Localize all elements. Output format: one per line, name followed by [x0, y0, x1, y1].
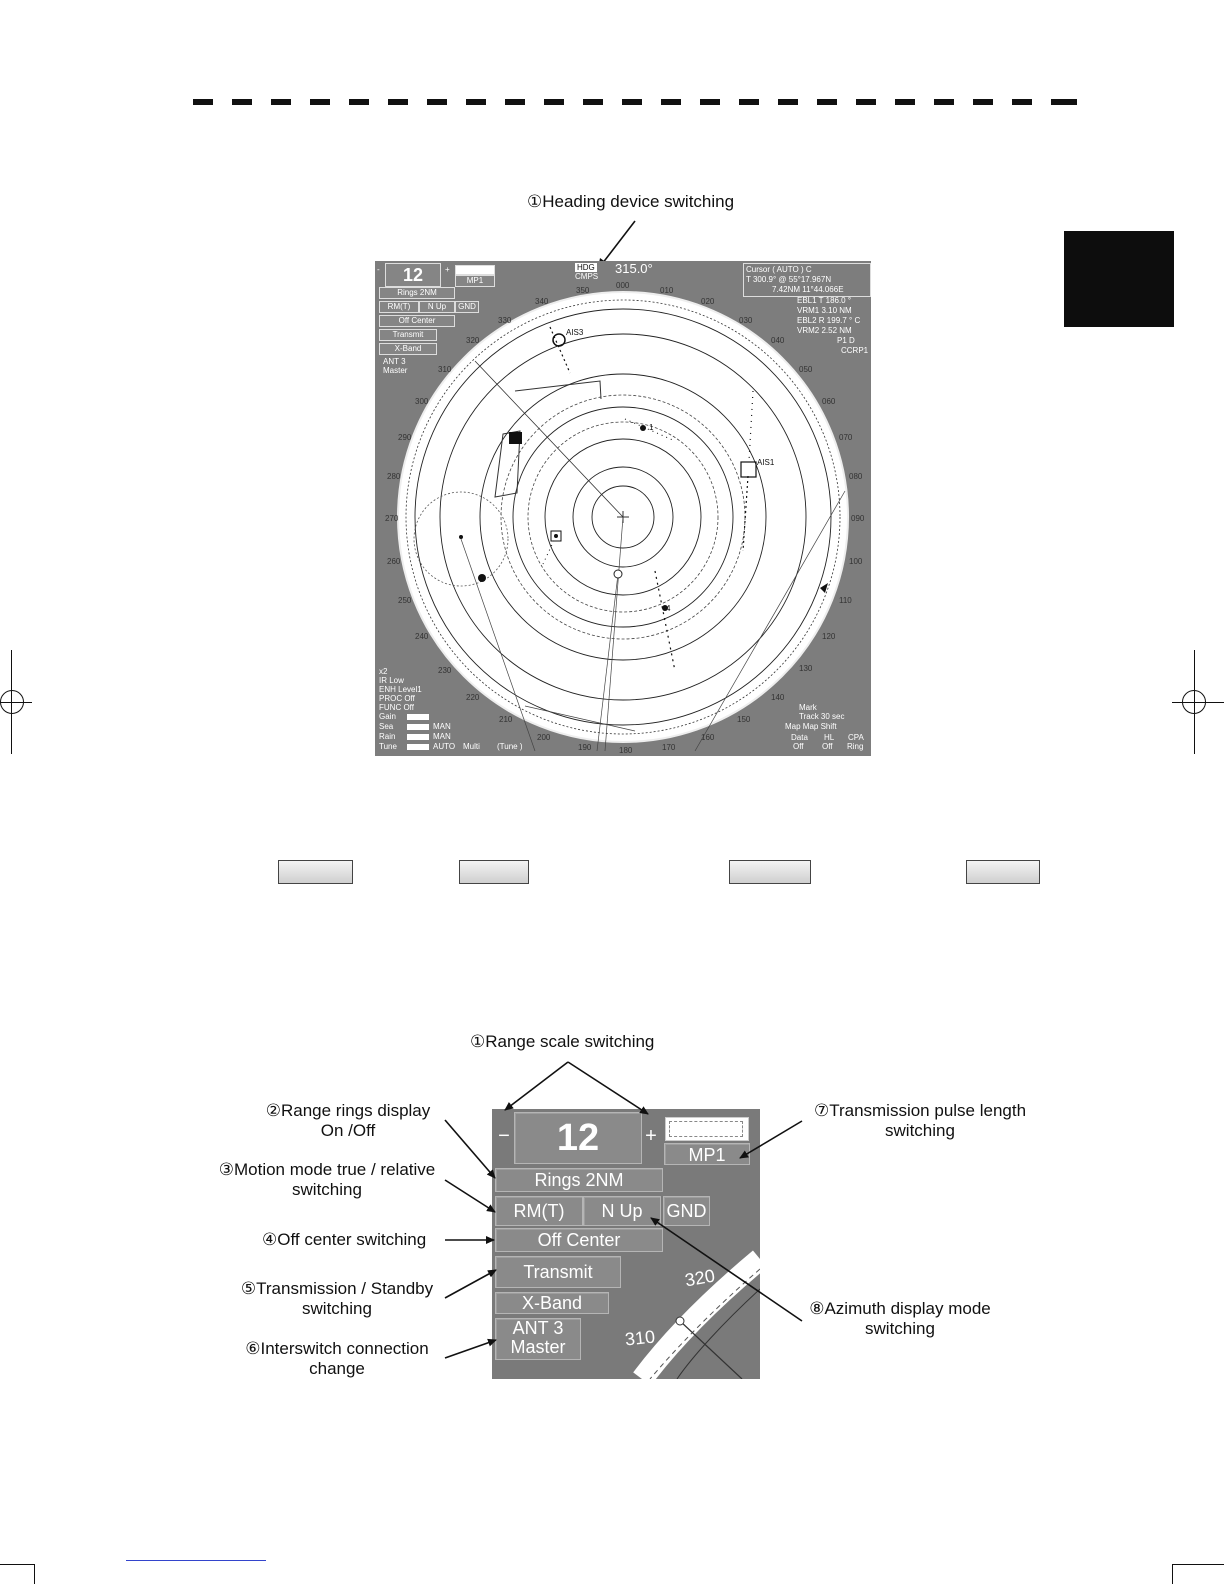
cpa-button[interactable]: CPA	[848, 733, 864, 742]
caption-transmission: switching	[302, 1299, 372, 1318]
target-label: 4	[666, 604, 671, 613]
func-label[interactable]: FUNC Off	[379, 703, 414, 712]
bearing-label: 320	[466, 336, 480, 345]
bearing-label: 310	[623, 1326, 656, 1350]
bearing-label: 130	[799, 664, 813, 673]
bearing-label: 120	[822, 632, 836, 641]
gain-slider[interactable]	[407, 714, 429, 720]
caption-interswitch: ⑥Interswitch connection	[245, 1339, 429, 1358]
target-label: AIS3	[566, 328, 584, 337]
caption-azimuth-mode: ⑧Azimuth display mode	[809, 1299, 991, 1318]
tune-indicator: (Tune )	[497, 742, 523, 751]
pulse-length-button[interactable]: MP1	[664, 1143, 750, 1165]
bearing-label: 030	[739, 316, 753, 325]
off-center-button[interactable]: Off Center	[379, 315, 455, 327]
band-label: X-Band	[379, 343, 437, 355]
tune-mode[interactable]: AUTO	[433, 742, 456, 751]
caption-off-center: ④Off center switching	[262, 1230, 427, 1249]
bearing-label: 150	[737, 715, 751, 724]
caption-pulse-length: switching	[885, 1121, 955, 1140]
bearing-label: 330	[498, 316, 512, 325]
caption-range-scale: ①Range scale switching	[470, 1032, 655, 1051]
range-rings-button[interactable]: Rings 2NM	[379, 287, 455, 299]
bearing-label: 210	[499, 715, 513, 724]
track-button[interactable]: Track 30 sec	[799, 712, 845, 721]
azimuth-mode-button[interactable]: N Up	[583, 1196, 661, 1226]
bearing-label: 010	[660, 286, 674, 295]
caption-interswitch: change	[309, 1359, 365, 1378]
bearing-label: 240	[415, 632, 429, 641]
bearing-label: 340	[535, 297, 549, 306]
range-value[interactable]: 12	[514, 1112, 642, 1164]
bearing-label: 140	[771, 693, 785, 702]
bearing-label: 050	[799, 365, 813, 374]
cursor-line: T 300.9° @ 55°17.967N	[746, 275, 832, 284]
gnd-button[interactable]: GND	[663, 1196, 710, 1226]
key-button	[966, 860, 1040, 884]
range-minus-button[interactable]: -	[377, 265, 380, 274]
vrm1-readout[interactable]: VRM1 3.10 NM	[797, 306, 852, 315]
key-button	[459, 860, 529, 884]
sea-label: Sea	[379, 722, 394, 731]
data-button[interactable]: Data	[791, 733, 808, 742]
cursor-line: Cursor ( AUTO ) C	[746, 265, 812, 274]
bearing-label: 270	[385, 514, 399, 523]
radar-ppi	[375, 261, 871, 756]
bearing-label: 220	[466, 693, 480, 702]
key-button	[278, 860, 353, 884]
bearing-label: 260	[387, 557, 401, 566]
off-center-button[interactable]: Off Center	[495, 1228, 663, 1252]
bearing-label: 190	[578, 743, 592, 752]
x2-label[interactable]: x2	[379, 667, 388, 676]
heading-device-button[interactable]: CMPS	[575, 272, 599, 281]
transmit-button[interactable]: Transmit	[379, 329, 437, 341]
caption-transmission: ⑤Transmission / Standby	[240, 1279, 434, 1298]
hdg-label: HDG	[577, 263, 595, 272]
sea-slider[interactable]	[407, 724, 429, 730]
ant-role[interactable]: Master	[383, 366, 408, 375]
ebl2-readout[interactable]: EBL2 R 199.7 ° C	[797, 316, 861, 325]
bearing-label: 020	[701, 297, 715, 306]
data-value[interactable]: Off	[793, 742, 804, 751]
interswitch-button[interactable]	[495, 1318, 581, 1360]
p1-readout: P1 D	[837, 336, 855, 345]
band-label: X-Band	[495, 1292, 609, 1314]
tune-slider[interactable]	[407, 744, 429, 750]
caption-range-rings: ②Range rings display	[265, 1101, 431, 1120]
caption-range-rings: On /Off	[320, 1121, 376, 1140]
caption-azimuth-mode: switching	[865, 1319, 935, 1338]
bearing-label: 180	[619, 746, 633, 755]
pulse-bar	[455, 265, 495, 275]
gnd-button[interactable]: GND	[455, 301, 479, 313]
key-button	[729, 860, 811, 884]
radar-screen	[375, 261, 871, 756]
bearing-label: 310	[438, 365, 452, 374]
azimuth-mode-button[interactable]: N Up	[419, 301, 455, 313]
chapter-tab	[1064, 231, 1174, 327]
range-plus-button[interactable]: +	[445, 265, 450, 274]
bearing-label: 170	[662, 743, 676, 752]
range-value[interactable]: 12	[385, 263, 441, 287]
map-buttons[interactable]: Map Map Shift	[785, 722, 837, 731]
ant-role: Master	[510, 1337, 566, 1357]
caption-motion-mode: switching	[292, 1180, 362, 1199]
ccrp-readout[interactable]: CCRP1	[841, 346, 869, 355]
bearing-label: 280	[387, 472, 401, 481]
cpa-value[interactable]: Ring	[847, 742, 864, 751]
cursor-line: 7.42NM 11°44.066E	[772, 285, 844, 294]
bearing-label: 160	[701, 733, 715, 742]
bearing-label: 060	[822, 397, 836, 406]
multi-button[interactable]: Multi	[463, 742, 480, 751]
bearing-label: 080	[849, 472, 863, 481]
bearing-label: 300	[415, 397, 429, 406]
pulse-length-button[interactable]: MP1	[455, 275, 495, 287]
range-plus-button[interactable]: +	[645, 1125, 657, 1147]
bearing-label: 350	[576, 286, 590, 295]
enh-label[interactable]: ENH Level1	[379, 685, 422, 694]
bearing-label: 100	[849, 557, 863, 566]
bearing-label: 110	[839, 596, 852, 605]
bearing-label: 000	[616, 281, 630, 290]
rain-label: Rain	[379, 732, 396, 741]
mark-button[interactable]: Mark	[799, 703, 817, 712]
gain-label: Gain	[379, 712, 396, 721]
ant-label: ANT 3	[512, 1318, 564, 1338]
motion-mode-button[interactable]: RM(T)	[495, 1196, 583, 1226]
caption-pulse-length: ⑦Transmission pulse length	[813, 1101, 1027, 1120]
bearing-label: 250	[398, 596, 412, 605]
heading-value: 315.0°	[615, 261, 653, 276]
pulse-length-bar	[665, 1117, 749, 1141]
hl-value[interactable]: Off	[822, 742, 833, 751]
bearing-label: 090	[851, 514, 865, 523]
bearing-label: 230	[438, 666, 452, 675]
caption-motion-mode: ③Motion mode true / relative	[218, 1160, 436, 1179]
caption-heading-device: ①Heading device switching	[527, 192, 735, 211]
ebl1-readout[interactable]: EBL1 T 186.0 °	[797, 296, 852, 305]
bearing-label: 070	[839, 433, 853, 442]
range-minus-button[interactable]: −	[498, 1125, 510, 1147]
range-rings-button[interactable]: Rings 2NM	[495, 1168, 663, 1192]
bearing-label: 320	[683, 1265, 717, 1291]
vrm2-readout[interactable]: VRM2 2.52 NM	[797, 326, 852, 335]
target-label: 1	[649, 423, 654, 432]
cursor-panel	[743, 263, 871, 297]
rain-mode[interactable]: MAN	[433, 732, 451, 741]
bearing-label: 290	[398, 433, 412, 442]
ant-label[interactable]: ANT 3	[383, 357, 406, 366]
hl-button[interactable]: HL	[824, 733, 835, 742]
ir-label[interactable]: IR Low	[379, 676, 404, 685]
bearing-label: 040	[771, 336, 785, 345]
bearing-label: 200	[537, 733, 551, 742]
tune-label: Tune	[379, 742, 397, 751]
transmit-button[interactable]: Transmit	[495, 1256, 621, 1288]
rain-slider[interactable]	[407, 734, 429, 740]
target-label: AIS1	[757, 458, 775, 467]
proc-label[interactable]: PROC Off	[379, 694, 415, 703]
sea-mode[interactable]: MAN	[433, 722, 451, 731]
control-panel-zoom	[492, 1109, 760, 1379]
motion-mode-button[interactable]: RM(T)	[379, 301, 419, 313]
